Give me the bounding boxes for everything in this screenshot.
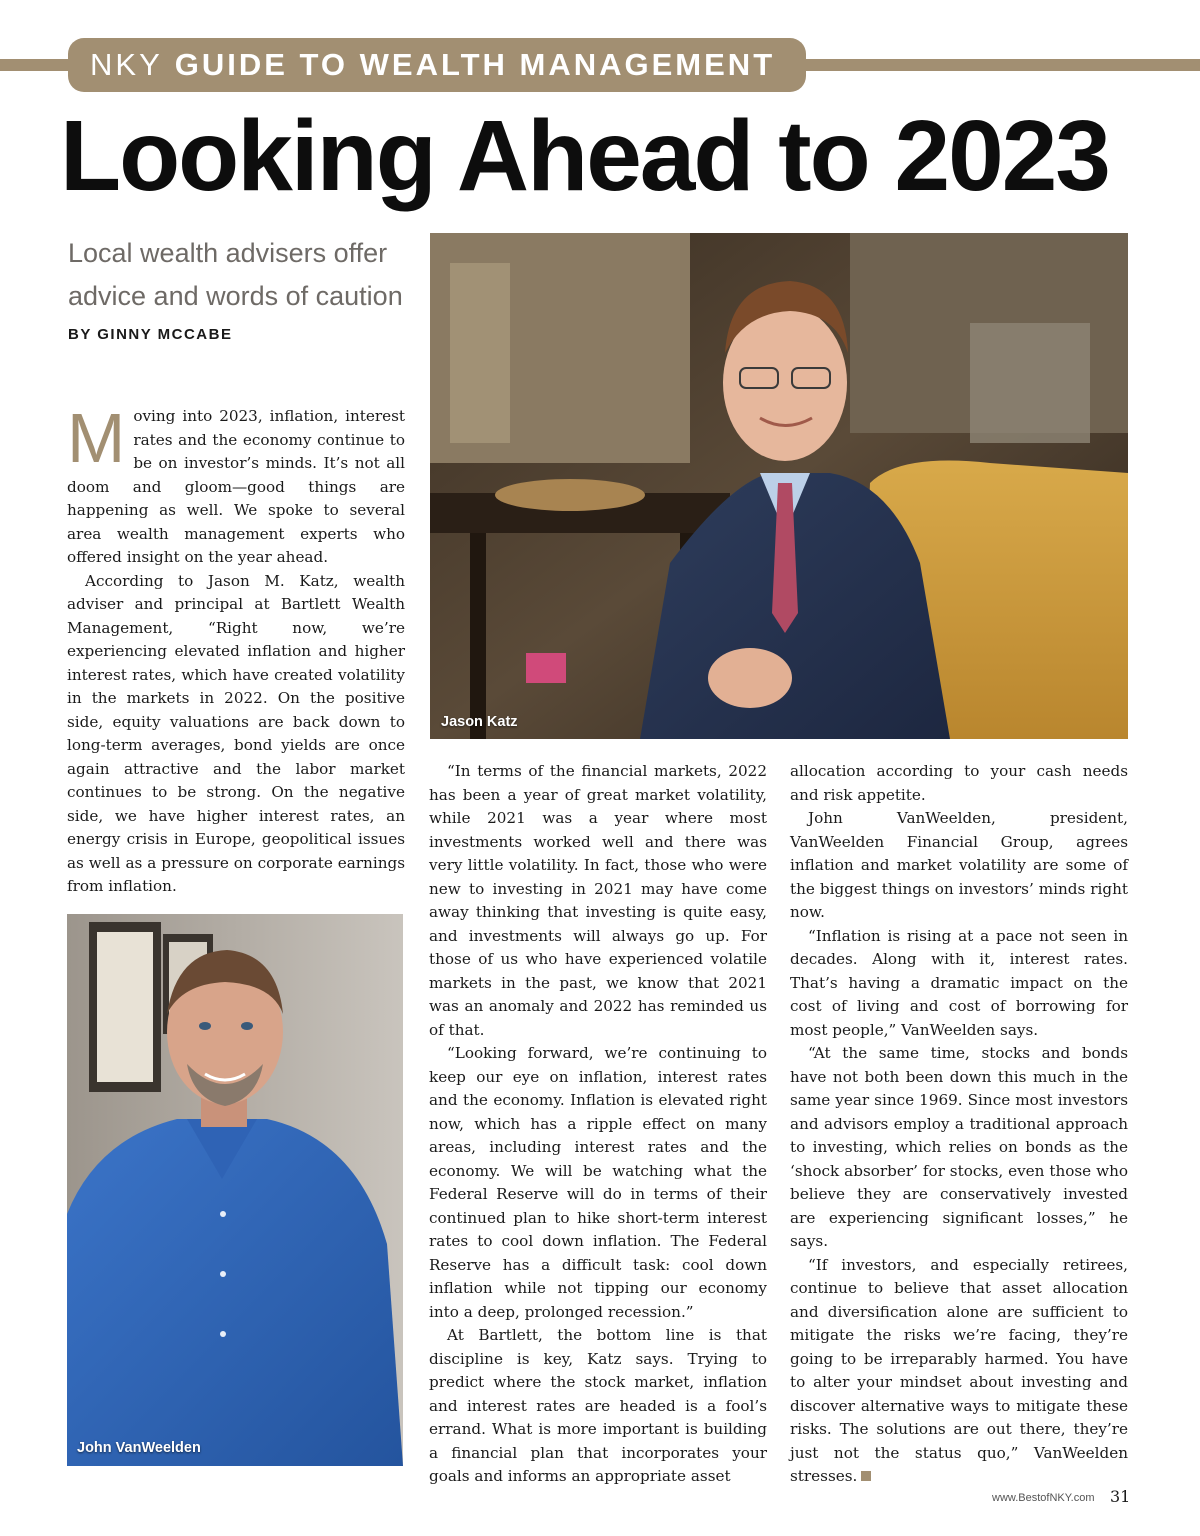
article-title: Looking Ahead to 2023 [60, 100, 1109, 212]
end-mark-icon [861, 1471, 871, 1481]
section-tag-bold: GUIDE TO WEALTH MANAGEMENT [174, 47, 776, 82]
photo-john-vanweelden [67, 914, 403, 1466]
article-dek: Local wealth advisers offer advice and words of caution [68, 238, 403, 311]
photo-caption: John VanWeelden [77, 1440, 201, 1456]
byline: BY GINNY MCCABE [68, 326, 233, 343]
paragraph: According to Jason M. Katz, wealth adviser and principal at Bartlett Wealth Management, “Right now, we’re experiencing elevated inflation and higher interest rates, which have created volatility in the markets in 2022. On the positive side, equity valuations are back down to long-term averages, bond yields are once again attractive and the labor market continues to be strong. On the negative side, we have higher interest rates, an energy crisis in Europe, geopolitical issues as well as a pressure on corporate earnings from inflation. [67, 571, 405, 895]
lead-paragraph [67, 399, 405, 570]
photo-caption: Jason Katz [441, 714, 518, 730]
article-column-3 [790, 760, 1128, 1489]
paragraph: John VanWeelden, president, VanWeelden Financial Group, agrees inflation and market volatility are some of the biggest things on investors’ minds right now. [790, 809, 1128, 921]
paragraph: “Inflation is rising at a pace not seen in decades. Along with it, interest rates. That’s having a dramatic impact on the cost of living and cost of borrowing for most people,” VanWeelden says. [790, 926, 1128, 1039]
closing-text: “If investors, and especially retirees, continue to believe that asset allocation and diversification alone are sufficient to mitigate the risks we’re facing, they’re going to be irreparably harmed. You have to alter your mindset about investing and discover alternative ways to mitigate these risks. The solutions are out there, they’re just not the status quo,” VanWeelden stresses. [790, 1255, 1128, 1485]
section-tag [68, 38, 806, 92]
paragraph [790, 1254, 1128, 1489]
footer-url: www.BestofNKY.com [992, 1492, 1095, 1504]
paragraph: “At the same time, stocks and bonds have not both been down this much in the same year since 1969. Since most investors and advisors employ a traditional approach to investing, which relies on bonds as the ‘shock absorber’ for stocks, even those who believe they are conservatively invested are experiencing significant losses,” he says. [790, 1044, 1128, 1250]
drop-cap: M [67, 399, 126, 477]
section-tag-light: NKY [90, 47, 163, 82]
article-column-1 [67, 399, 405, 899]
paragraph: “In terms of the financial markets, 2022 has been a year of great market volatility, while 2021 was a year where most investments worked well and there was very little volatility. In fact, those who were new to investing in 2021 may have come away thinking that investing is quite easy, and investments will always go up. For those of us who have experienced volatile markets in the past, we know that 2021 was an anomaly and 2022 has reminded us of that. [429, 762, 767, 1039]
article-column-2 [429, 760, 767, 1489]
paragraph: allocation according to your cash needs and risk appetite. [790, 762, 1128, 804]
lead-text: oving into 2023, inflation, interest rates and the economy continue to be on investor’s minds. It’s not all doom and gloom—good things are happening as well. We spoke to several area wealth management experts who offered insight on the year ahead. [67, 407, 405, 566]
paragraph: “Looking forward, we’re continuing to keep our eye on inflation, interest rates and the economy. Inflation is elevated right now, which has a ripple effect on many areas, including interest rates and the economy. We will be watching what the Federal Reserve will do in terms of their continued plan to hike short-term interest rates to cool down inflation. The Federal Reserve has a difficult task: cool down inflation while not tipping our economy into a deep, prolonged recession.” [429, 1044, 767, 1321]
paragraph: At Bartlett, the bottom line is that discipline is key, Katz says. Trying to predict where the stock market, inflation and interest rates are headed is a fool’s errand. What is more important is building a financial plan that incorporates your goals and informs an appropriate asset [429, 1326, 767, 1485]
photo-jason-katz [430, 233, 1128, 739]
page-number: 31 [1110, 1487, 1131, 1506]
